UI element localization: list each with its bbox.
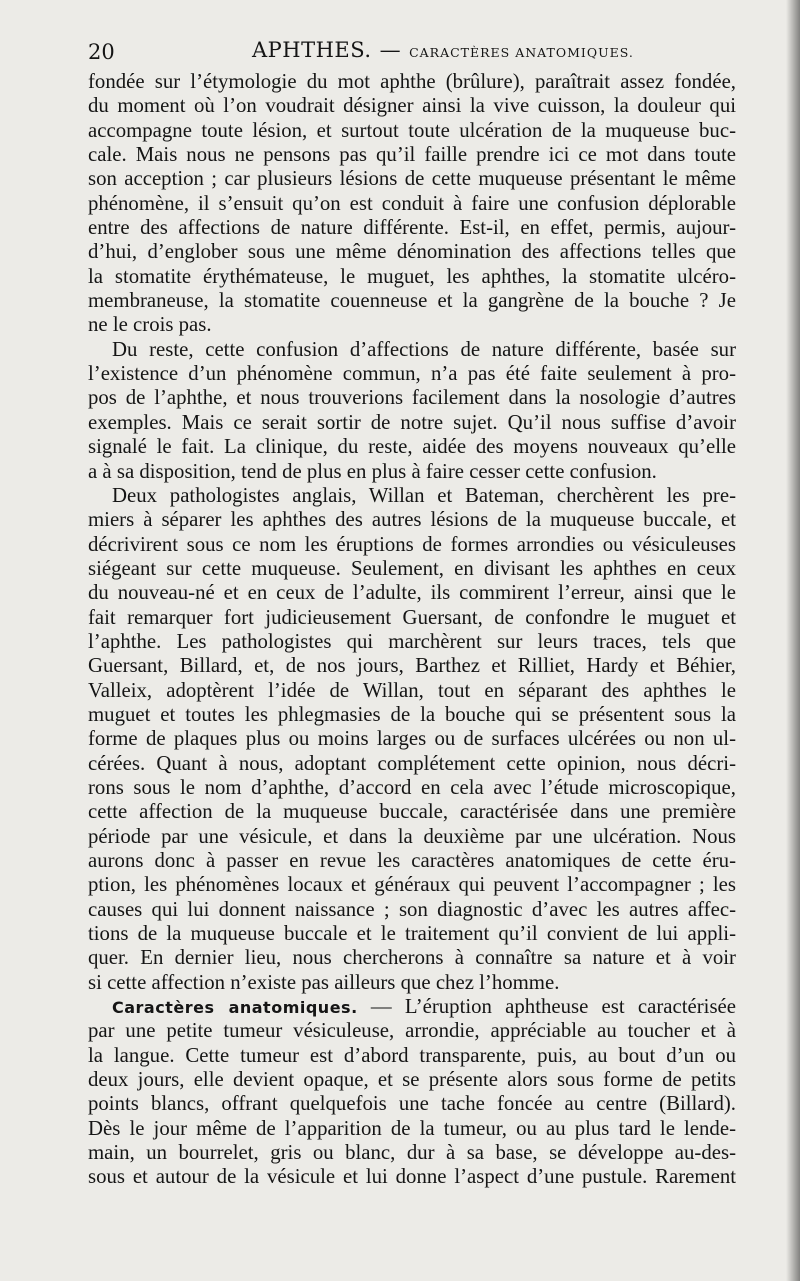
section-heading: Caractères anatomiques. — [112, 998, 358, 1018]
text-line: a à sa disposition, tend de plus en plus à faire cesser cette confusion. — [88, 459, 657, 483]
text-line: siégeant sur cette muqueuse. Seulement, en divisant les aphthes en ceux — [88, 556, 736, 580]
text-line: phénomène, il s’ensuit qu’on est conduit à faire une confusion déplorable — [88, 191, 736, 215]
text-line: Valleix, adoptèrent l’idée de Willan, tout en séparant des aphthes le — [88, 678, 736, 702]
text-line: Deux pathologistes anglais, Willan et Bateman, cherchèrent les pre- — [112, 483, 736, 507]
text-line: cérées. Quant à nous, adoptant complétement cette opinion, nous décri- — [88, 751, 736, 775]
chapter-title: APHTHES. — [252, 38, 372, 62]
text-line: quer. En dernier lieu, nous chercherons à connaître sa nature et à voir — [88, 946, 736, 970]
running-head — [88, 38, 736, 66]
text-line: main, un bourrelet, gris ou blanc, dur à sa base, se développe au-des- — [88, 1141, 736, 1165]
paragraph — [88, 995, 736, 1190]
text-line: pos de l’aphthe, et nous trouverions facilement dans la nosologie d’autres — [88, 386, 736, 410]
text-line: membraneuse, la stomatite couenneuse et la gangrène de la bouche ? Je — [88, 289, 736, 313]
text-line: décrivirent sous ce nom les éruptions de formes arrondies ou vésiculeuses — [88, 532, 736, 556]
text-line: si cette affection n’existe pas ailleurs que chez l’homme. — [88, 970, 560, 994]
text-line: du nouveau-né et en ceux de l’adulte, ils commirent l’erreur, ainsi que le — [88, 581, 736, 605]
text-line: par une petite tumeur vésiculeuse, arrondie, appréciable au toucher et à — [88, 1019, 736, 1043]
text-line: d’hui, d’englober sous une même dénomination des affections telles que — [88, 240, 736, 264]
page-edge-shadow — [786, 0, 800, 1281]
text-line: deux jours, elle devient opaque, et se présente alors sous forme de petits — [88, 1068, 736, 1092]
text-line: ption, les phénomènes locaux et généraux qui peuvent l’accompagner ; les — [88, 873, 736, 897]
running-title — [252, 38, 634, 62]
text-line: période par une vésicule, et dans la deuxième par une ulcération. Nous — [88, 824, 736, 848]
text-line: signalé le fait. La clinique, du reste, aidée des moyens nouveaux qu’elle — [88, 435, 736, 459]
text-line: Dès le jour même de l’apparition de la tumeur, ou au plus tard le lende- — [88, 1116, 736, 1140]
text-line: Guersant, Billard, et, de nos jours, Barthez et Rilliet, Hardy et Béhier, — [88, 654, 736, 678]
text-line: cale. Mais nous ne pensons pas qu’il faille prendre ici ce mot dans toute — [88, 143, 736, 167]
text-line: forme de plaques plus ou moins larges ou de surfaces ulcérées ou non ul- — [88, 727, 736, 751]
text-line: entre des affections de nature différente. Est-il, en effet, permis, aujour- — [88, 216, 736, 240]
text-line: son acception ; car plusieurs lésions de cette muqueuse présentant le même — [88, 167, 736, 191]
text-line: Du reste, cette confusion d’affections de nature différente, basée sur — [112, 337, 736, 361]
text-line — [88, 995, 736, 1019]
body-text — [88, 70, 736, 1190]
text-line: rons sous le nom d’aphthe, d’accord en cela avec l’étude microscopique, — [88, 775, 736, 799]
text-line: cette affection de la muqueuse buccale, caractérisée dans une première — [88, 800, 736, 824]
text-line: accompagne toute lésion, et surtout toute ulcération de la muqueuse buc- — [88, 118, 736, 142]
text-line: ne le crois pas. — [88, 313, 212, 337]
text-line: muguet et toutes les phlegmasies de la bouche qui se présentent sous la — [88, 702, 736, 726]
text-line: l’aphthe. Les pathologistes qui marchèrent sur leurs traces, tels que — [88, 629, 736, 653]
text-line: fait remarquer fort judicieusement Guersant, de confondre le muguet et — [88, 605, 736, 629]
text-line: exemples. Mais ce serait sortir de notre sujet. Qu’il nous suffise d’avoir — [88, 410, 736, 434]
paragraph — [88, 484, 736, 995]
text-line: points blancs, offrant quelquefois une tache foncée au centre (Billard). — [88, 1092, 736, 1116]
text-line: tions de la muqueuse buccale et le traitement qu’il convient de lui appli- — [88, 922, 736, 946]
text-line: la stomatite érythémateuse, le muguet, les aphthes, la stomatite ulcéro- — [88, 264, 736, 288]
paragraph — [88, 70, 736, 338]
title-separator: — — [379, 38, 402, 62]
page-number: 20 — [88, 40, 115, 64]
text-line: causes qui lui donnent naissance ; son diagnostic d’avec les autres affec- — [88, 897, 736, 921]
text-line: miers à séparer les aphthes des autres lésions de la muqueuse buccale, et — [88, 508, 736, 532]
paragraph — [88, 338, 736, 484]
text-line: sous et autour de la vésicule et lui donne l’aspect d’une pustule. Rarement — [88, 1165, 736, 1189]
text-line: fondée sur l’étymologie du mot aphthe (brûlure), paraîtrait assez fondée, — [88, 70, 736, 93]
text-line: aurons donc à passer en revue les caractères anatomiques de cette éru- — [88, 849, 736, 872]
heading-continuation: — L’éruption aphtheuse est caractérisée — [357, 995, 736, 1019]
section-subtitle: CARACTÈRES ANATOMIQUES. — [409, 45, 634, 60]
text-line: l’existence d’un phénomène commun, n’a pas été faite seulement à pro- — [88, 362, 736, 386]
text-line: du moment où l’on voudrait désigner ainsi la vive cuisson, la douleur qui — [88, 94, 736, 118]
text-line: la langue. Cette tumeur est d’abord transparente, puis, au bout d’un ou — [88, 1043, 736, 1067]
